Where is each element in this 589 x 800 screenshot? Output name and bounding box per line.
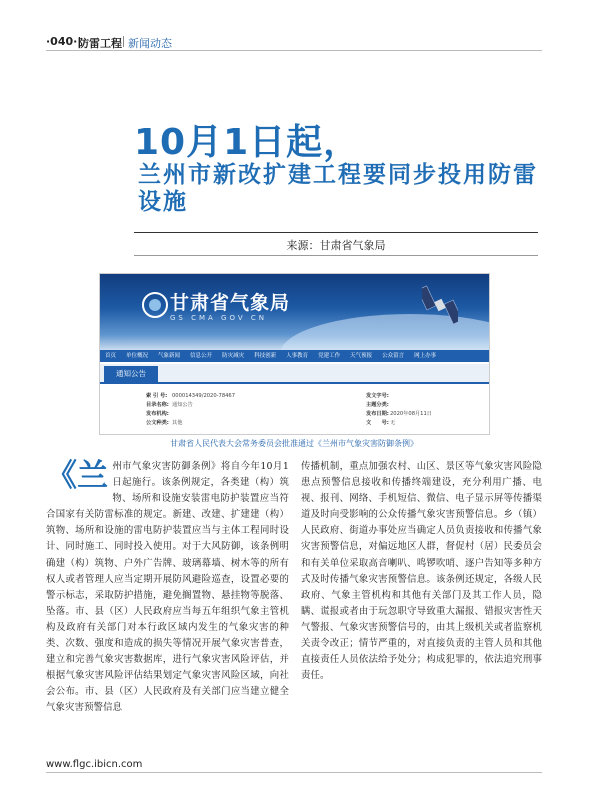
cma-logo-icon <box>142 292 168 318</box>
footer-url: www.flgc.ibicn.com <box>46 759 143 770</box>
meta-row <box>366 410 432 419</box>
meta-key: 目录名称: <box>146 402 169 408</box>
meta-row <box>146 410 235 419</box>
site-nav-item: 天气预报 <box>350 353 373 359</box>
page-number: ·040·| <box>46 35 82 48</box>
body-column-left <box>46 459 289 717</box>
article-title-line1: 10月1日起， <box>134 122 361 163</box>
subsection-label: 新闻动态 <box>128 37 172 50</box>
notice-header-bar <box>100 364 489 384</box>
article-figure <box>99 273 490 435</box>
site-nav-item: 首页 <box>105 353 117 359</box>
source-rule-top <box>134 232 538 233</box>
meta-value: 其他 <box>172 420 183 426</box>
site-nav <box>100 350 489 362</box>
doc-meta-left <box>146 392 235 428</box>
site-nav-item: 网上办事 <box>414 353 437 359</box>
site-banner <box>100 274 489 350</box>
site-nav-item: 单位概况 <box>126 353 149 359</box>
site-url: GS CMA GOV CN <box>170 314 267 322</box>
meta-key: 公文种类: <box>146 420 169 426</box>
meta-row <box>146 419 235 428</box>
site-nav-item: 信息公开 <box>190 353 213 359</box>
source-rule-bottom <box>134 255 538 256</box>
meta-value: 2020年08月11日 <box>390 411 432 417</box>
site-nav-item: 科技创新 <box>254 353 277 359</box>
site-nav-item: 气象新闻 <box>158 353 181 359</box>
meta-row <box>146 401 235 410</box>
header-rule <box>46 50 542 51</box>
meta-value: 无 <box>390 420 396 426</box>
header-separator <box>123 36 124 47</box>
meta-key: 发布日期: <box>366 411 389 417</box>
body-column-right: 传播机制，重点加强农村、山区、景区等气象灾害风险隐患点预警信息接收和传播终端建设，充分利用广播、电视、报刊、网络、手机短信、微信、电子显示屏等传播渠道及时向受影响的公众传播气象灾害预警信息。乡（镇）人民政府、街道办事处应当确定人员负责接收和传播气象灾害预警信息，对偏远地区人群，督促村（居）民委员会和有关单位采取高音喇叭、鸣锣吹哨、逐户告知等多种方式及时传播气象灾害预警信息。该条例还规定，各级人民政府、气象主管机构和其他有关部门及其工作人员，隐瞒、谎报或者由于玩忽职守导致重大漏报、错报灾害性天气警报、气象灾害预警信号的，由其上级机关或者监察机关责令改正；情节严重的，对直接负责的主管人员和其他直接责任人员依法给予处分；构成犯罪的，依法追究刑事责任。 <box>301 461 542 682</box>
article-title-line2: 兰州市新改扩建工程要同步投用防雷设施 <box>138 162 538 215</box>
meta-row <box>366 392 432 401</box>
doc-meta-right <box>366 392 432 428</box>
meta-value: 通知公告 <box>172 402 193 408</box>
meta-key: 主题分类: <box>366 402 389 408</box>
meta-value: 000014349/2020-78467 <box>172 393 236 399</box>
meta-row <box>366 419 432 428</box>
site-nav-item: 公众留言 <box>382 353 405 359</box>
figure-caption: 甘肃省人民代表大会常务委员会批准通过《兰州市气象灾害防御条例》 <box>170 439 418 448</box>
satellite-icon <box>422 280 458 330</box>
meta-row <box>366 401 432 410</box>
article-source: 来源：甘肃省气象局 <box>286 239 386 252</box>
section-label: 防雷工程 <box>78 37 122 50</box>
footer-rule <box>46 772 542 773</box>
meta-row <box>146 392 235 401</box>
meta-key: 发文字号: <box>366 393 389 399</box>
meta-key: 文 号: <box>366 420 389 426</box>
body-text-left: 州市气象灾害防御条例》将自今年10月1日起施行。该条例规定，各类建（构）筑物、场所和设施安装雷电防护装置应当符合国家有关防雷标准的规定。新建、改建、扩建建（构）筑物、场所和设施的雷电防护装置应当与主体工程同时设计、同时施工、同时投入使用。对于大风防御，该条例明确建（构）筑物、户外广告牌、玻璃幕墙、树木等的所有权人或者管理人应当定期开展防风避险巡查，设置必要的警示标志，采取防护措施，避免搁置物、悬挂物等脱落、坠落。市、县（区）人民政府应当每五年组织气象主管机构及政府有关部门对本行政区域内发生的气象灾害的种类、次数、强度和造成的损失等情况开展气象灾害普查，建立和完善气象灾害数据库，进行气象灾害风险评估，并根据气象灾害风险评估结果划定气象灾害风险区域，向社会公布。市、县（区）人民政府及有关部门应当建立健全气象灾害预警信息 <box>46 461 289 714</box>
site-name: 甘肃省气象局 <box>170 292 291 314</box>
meta-key: 索 引 号: <box>146 393 168 399</box>
meta-key: 发布机构: <box>146 411 169 417</box>
site-nav-item: 党建工作 <box>318 353 341 359</box>
drop-cap: 《兰 <box>46 458 109 494</box>
site-nav-item: 人事教育 <box>286 353 309 359</box>
notice-tab: 通知公告 <box>104 366 158 382</box>
site-nav-item: 防灾减灾 <box>222 353 245 359</box>
